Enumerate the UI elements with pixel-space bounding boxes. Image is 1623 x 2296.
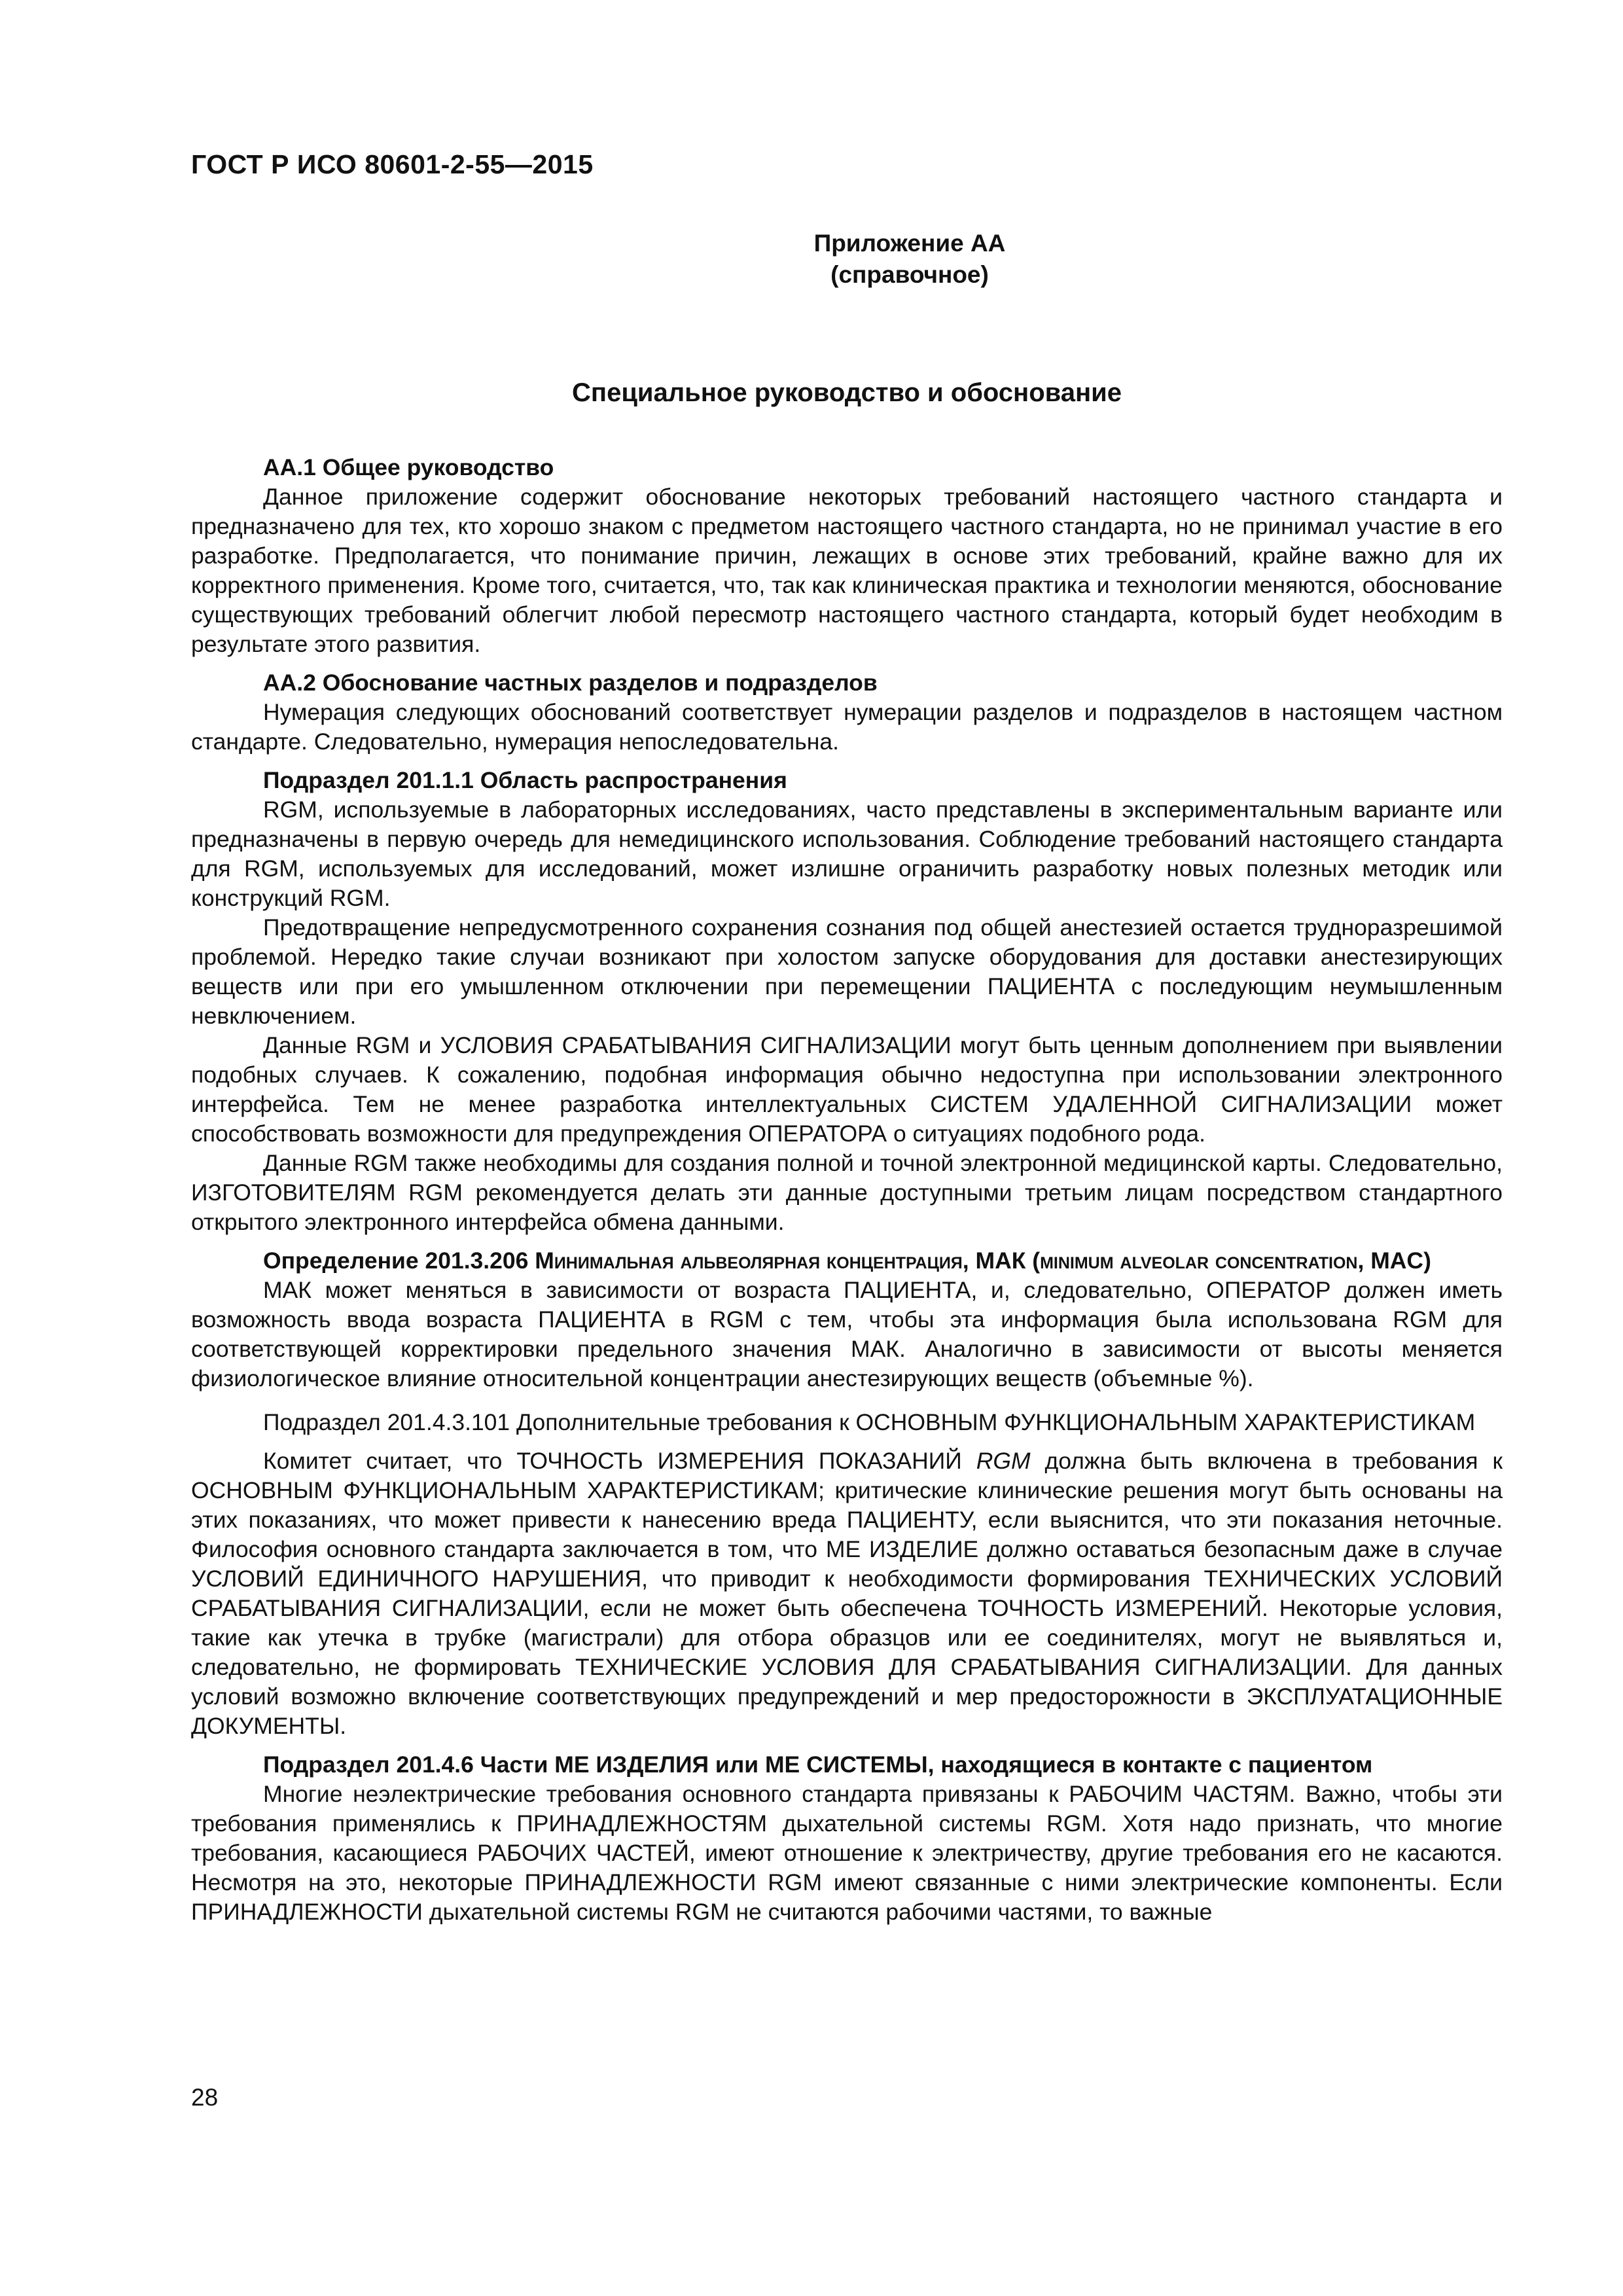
- heading-term-en: minimum alveolar concentration, MAC: [1040, 1247, 1424, 1274]
- paragraph: Многие неэлектрические требования основного стандарта привязаны к РАБОЧИМ ЧАСТЯМ. Важно, чтобы эти требования применялись к ПРИНАДЛЕЖНОСТЯМ дыхательной системы RGM. Хотя надо признать, что многие требования, касающиеся РАБОЧИХ ЧАСТЕЙ, имеют отношение к электричеству, другие требования его не касаются. Несмотря на это, некоторые ПРИНАДЛЕЖНОСТИ RGM имеют связанные с ними электрические компоненты. Если ПРИНАДЛЕЖНОСТИ дыхательной системы RGM не считаются рабочими частями, то важные: [191, 1781, 1503, 1925]
- appendix-type: (справочное): [830, 261, 989, 288]
- heading-term: Минимальная альвеолярная концентрация: [535, 1247, 963, 1274]
- text-run-italic: RGM: [976, 1448, 1031, 1474]
- standard-header: ГОСТ Р ИСО 80601-2-55—2015: [191, 149, 594, 179]
- document-body: [191, 453, 1503, 1927]
- page-number: 28: [191, 2084, 219, 2111]
- paragraph: Данное приложение содержит обоснование некоторых требований настоящего частного стандарта и предназначено для тех, кто хорошо знаком с предметом настоящего частного стандарта, но не принимал участие в его разработке. Предполагается, что понимание причин, лежащих в основе этих требований, крайне важно для их корректного применения. Кроме того, считается, что, так как клиническая практика и технологии меняются, обоснование существующих требований облегчит любой пересмотр настоящего частного стандарта, который будет необходим в результате этого развития.: [191, 484, 1503, 657]
- appendix-label-block: [707, 228, 1113, 291]
- heading-suffix: ): [1423, 1247, 1431, 1274]
- section-heading-201-1-1: Подраздел 201.1.1 Область распространения: [263, 767, 787, 793]
- section-heading-201-4-3-101: Подраздел 201.4.3.101 Дополнительные требования к ОСНОВНЫМ ФУНКЦИОНАЛЬНЫМ ХАРАКТЕРИСТИКАМ: [263, 1409, 1476, 1435]
- section-heading-201-3-206: [191, 1246, 1503, 1276]
- paragraph: Данные RGM и УСЛОВИЯ СРАБАТЫВАНИЯ СИГНАЛИЗАЦИИ могут быть ценным дополнением при выявлении подобных случаев. К сожалению, подобная информация обычно недоступна при использовании электронного интерфейса. Тем не менее разработка интеллектуальных СИСТЕМ УДАЛЕННОЙ СИГНАЛИЗАЦИИ может способствовать возможности для предупреждения ОПЕРАТОРА о ситуациях подобного рода.: [191, 1032, 1503, 1147]
- heading-mid: , МАК (: [962, 1247, 1041, 1274]
- text-run: Комитет считает, что ТОЧНОСТЬ ИЗМЕРЕНИЯ ПОКАЗАНИЙ: [263, 1448, 976, 1474]
- appendix-title: Специальное руководство и обоснование: [572, 378, 1122, 407]
- text-run: должна быть включена в требования к ОСНОВНЫМ ФУНКЦИОНАЛЬНЫМ ХАРАКТЕРИСТИКАМ; критические клинические решения могут быть основаны на этих показаниях, что может привести к нанесению вреда ПАЦИЕНТУ, если выяснится, что эти показания неточные. Философия основного стандарта заключается в том, что МЕ ИЗДЕЛИЕ должно оставаться безопасным даже в случае УСЛОВИЙ ЕДИНИЧНОГО НАРУШЕНИЯ, что приводит к необходимости формирования ТЕХНИЧЕСКИХ УСЛОВИЙ СРАБАТЫВАНИЯ СИГНАЛИЗАЦИИ, если не может быть обеспечена ТОЧНОСТЬ ИЗМЕРЕНИЙ. Некоторые условия, такие как утечка в трубке (магистрали) для отбора образцов или ее соединителях, могут не выявляться и, следовательно, не формировать ТЕХНИЧЕСКИЕ УСЛОВИЯ ДЛЯ СРАБАТЫВАНИЯ СИГНАЛИЗАЦИИ. Для данных условий возможно включение соответствующих предупреждений и мер предосторожности в ЭКСПЛУАТАЦИОННЫЕ ДОКУМЕНТЫ.: [191, 1448, 1503, 1739]
- appendix-label: Приложение АА: [813, 230, 1006, 257]
- paragraph: [191, 1446, 1503, 1741]
- section-heading-aa1: АА.1 Общее руководство: [263, 454, 554, 480]
- paragraph: Данные RGM также необходимы для создания полной и точной электронной медицинской карты. Следовательно, ИЗГОТОВИТЕЛЯМ RGM рекомендуется делать эти данные доступными третьим лицам посредством стандартного открытого электронного интерфейса обмена данными.: [191, 1150, 1503, 1235]
- paragraph: Нумерация следующих обоснований соответствует нумерации разделов и подразделов в настоящем частном стандарте. Следовательно, нумерация непоследовательна.: [191, 699, 1503, 755]
- section-heading-aa2: АА.2 Обоснование частных разделов и подразделов: [263, 670, 878, 696]
- paragraph: RGM, используемые в лабораторных исследованиях, часто представлены в экспериментальным варианте или предназначены в первую очередь для немедицинского использования. Соблюдение требований настоящего стандарта для RGM, используемых для исследований, может излишне ограничить разработку новых полезных методик или конструкций RGM.: [191, 797, 1503, 911]
- paragraph: МАК может меняться в зависимости от возраста ПАЦИЕНТА, и, следовательно, ОПЕРАТОР должен иметь возможность ввода возраста ПАЦИЕНТА в RGM с тем, чтобы эта информация была использована RGM для соответствующей корректировки предельного значения МАК. Аналогично в зависимости от высоты меняется физиологическое влияние относительной концентрации анестезирующих веществ (объемные %).: [191, 1277, 1503, 1391]
- heading-prefix: Определение 201.3.206: [263, 1247, 535, 1274]
- paragraph: Предотвращение непредусмотренного сохранения сознания под общей анестезией остается трудноразрешимой проблемой. Нередко такие случаи возникают при холостом запуске оборудования для доставки анестезирующих веществ или при его умышленном отключении при перемещении ПАЦИЕНТА с последующим неумышленным невключением.: [191, 914, 1503, 1029]
- section-heading-201-4-6: Подраздел 201.4.6 Части МЕ ИЗДЕЛИЯ или МЕ СИСТЕМЫ, находящиеся в контакте с пациентом: [263, 1751, 1373, 1778]
